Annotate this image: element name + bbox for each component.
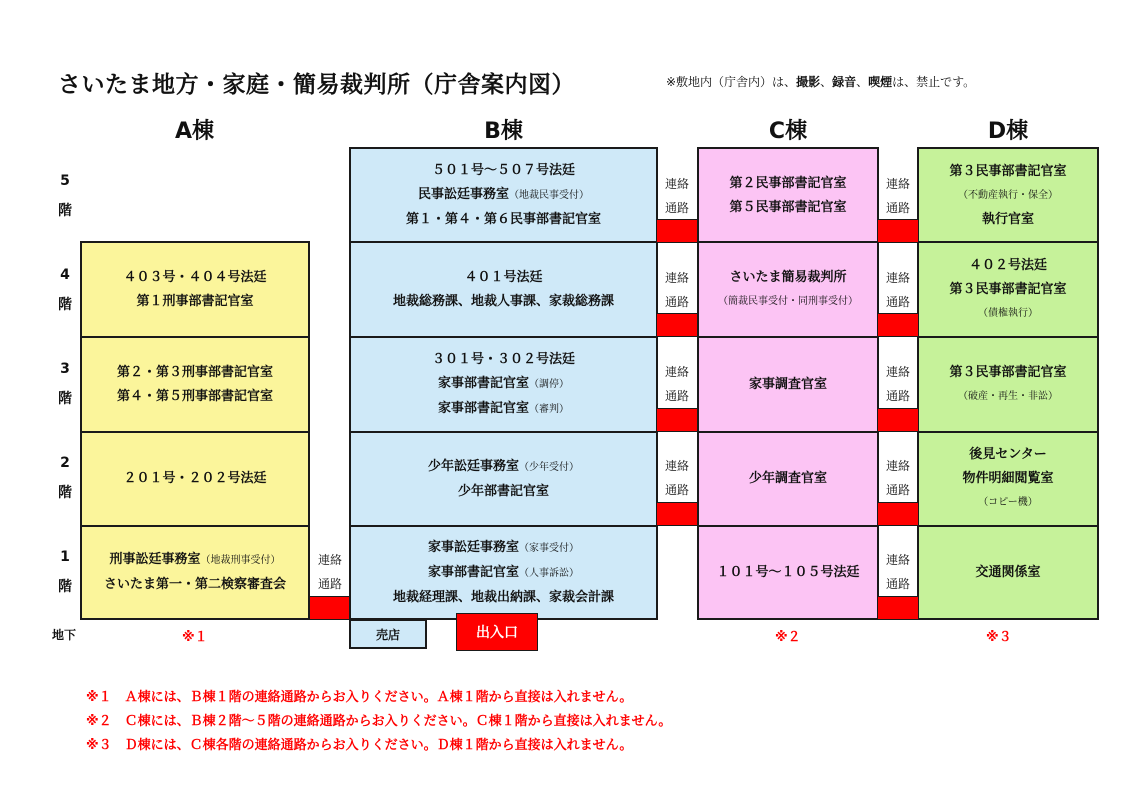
floor-2-label: 2 階 (58, 455, 72, 501)
building-b-floor-1: 家事訟廷事務室（家事受付） 家事部書記官室（人事訴訟） 地裁経理課、地裁出納課、家裁会計課 (349, 525, 658, 620)
note-2: ※２ Ｃ棟には、Ｂ棟２階～５階の連絡通路からお入りください。Ｃ棟１階から直接は入れません。 (86, 714, 672, 729)
building-b-header: B棟 (484, 119, 523, 144)
building-a-floor-1: 刑事訟廷事務室（地裁刑事受付） さいたま第一・第二検察審査会 (80, 525, 310, 620)
building-b-floor-2: 少年訟廷事務室（少年受付） 少年部書記官室 (349, 431, 658, 527)
connector-bc-floor-4 (656, 313, 698, 337)
building-c-floor-5: 第２民事部書記官室 第５民事部書記官室 (697, 147, 879, 244)
note-mark-2: ※２ (775, 630, 801, 645)
floor-1-label: 1 階 (58, 549, 72, 595)
floor-5-label: 5 階 (58, 173, 72, 219)
building-b-floor-4: ４０１号法廷 地裁総務課、地裁人事課、家裁総務課 (349, 241, 658, 338)
connector-ab-floor-1 (309, 596, 350, 620)
floor-3-label: 3 階 (58, 361, 72, 407)
building-d-floor-1: 交通関係室 (917, 525, 1099, 620)
connector-cd-floor-4 (877, 313, 919, 337)
connector-bc-floor-4-label: 連絡 通路 (664, 271, 689, 309)
connector-bc-floor-5 (656, 219, 698, 243)
connector-cd-floor-2-label: 連絡 通路 (885, 459, 910, 497)
note-mark-3: ※３ (986, 630, 1012, 645)
building-c-floor-1: １０１号～１０５号法廷 (697, 525, 879, 620)
note-3: ※３ Ｄ棟には、Ｃ棟各階の連絡通路からお入りください。Ｄ棟１階から直接は入れません。 (86, 738, 633, 753)
building-d-floor-3: 第３民事部書記官室 （破産・再生・非訟） (917, 336, 1099, 433)
connector-ab-floor-1-label: 連絡 通路 (317, 553, 342, 591)
building-a-floor-4: ４０３号・４０４号法廷 第１刑事部書記官室 (80, 241, 310, 338)
building-b-floor-5: ５０１号～５０７号法廷 民事訟廷事務室（地裁民事受付） 第１・第４・第６民事部書記官室 (349, 147, 658, 244)
building-a-floor-2: ２０１号・２０２号法廷 (80, 431, 310, 527)
building-a-floor-3: 第２・第３刑事部書記官室 第４・第５刑事部書記官室 (80, 336, 310, 433)
connector-cd-floor-5 (877, 219, 919, 243)
building-c-floor-3: 家事調査官室 (697, 336, 879, 433)
building-b-floor-3: ３０１号・３０２号法廷 家事部書記官室（調停） 家事部書記官室（審判） (349, 336, 658, 433)
note-1: ※１ Ａ棟には、Ｂ棟１階の連絡通路からお入りください。Ａ棟１階から直接は入れません。 (86, 690, 633, 705)
connector-cd-floor-1 (877, 596, 919, 620)
connector-bc-floor-3 (656, 408, 698, 432)
building-c-floor-2: 少年調査官室 (697, 431, 879, 527)
note-mark-1: ※１ (182, 630, 208, 645)
page-title: さいたま地方・家庭・簡易裁判所（庁舎案内図） (58, 72, 575, 98)
connector-cd-floor-3-label: 連絡 通路 (885, 365, 910, 403)
basement-label: 地下 (52, 628, 77, 642)
connector-bc-floor-5-label: 連絡 通路 (664, 177, 689, 215)
notice-text: ※敷地内（庁舎内）は、撮影、録音、喫煙は、禁止です。 (666, 75, 976, 89)
building-d-floor-2: 後見センター 物件明細閲覧室 （コピー機） (917, 431, 1099, 527)
entrance: 出入口 (456, 613, 538, 651)
connector-cd-floor-4-label: 連絡 通路 (885, 271, 910, 309)
building-c-header: C棟 (768, 119, 808, 144)
building-c-floor-4: さいたま簡易裁判所 （簡裁民事受付・同刑事受付） (697, 241, 879, 338)
building-d-floor-5: 第３民事部書記官室 （不動産執行・保全） 執行官室 (917, 147, 1099, 244)
building-a-header: A棟 (174, 119, 215, 144)
connector-bc-floor-2 (656, 502, 698, 526)
floor-4-label: 4 階 (58, 267, 72, 313)
building-d-floor-4: ４０２号法廷 第３民事部書記官室 （債権執行） (917, 241, 1099, 338)
connector-bc-floor-2-label: 連絡 通路 (664, 459, 689, 497)
connector-bc-floor-3-label: 連絡 通路 (664, 365, 689, 403)
shop: 売店 (349, 619, 427, 649)
connector-cd-floor-3 (877, 408, 919, 432)
connector-cd-floor-1-label: 連絡 通路 (885, 553, 910, 591)
building-d-header: D棟 (987, 119, 1029, 144)
connector-cd-floor-2 (877, 502, 919, 526)
connector-cd-floor-5-label: 連絡 通路 (885, 177, 910, 215)
